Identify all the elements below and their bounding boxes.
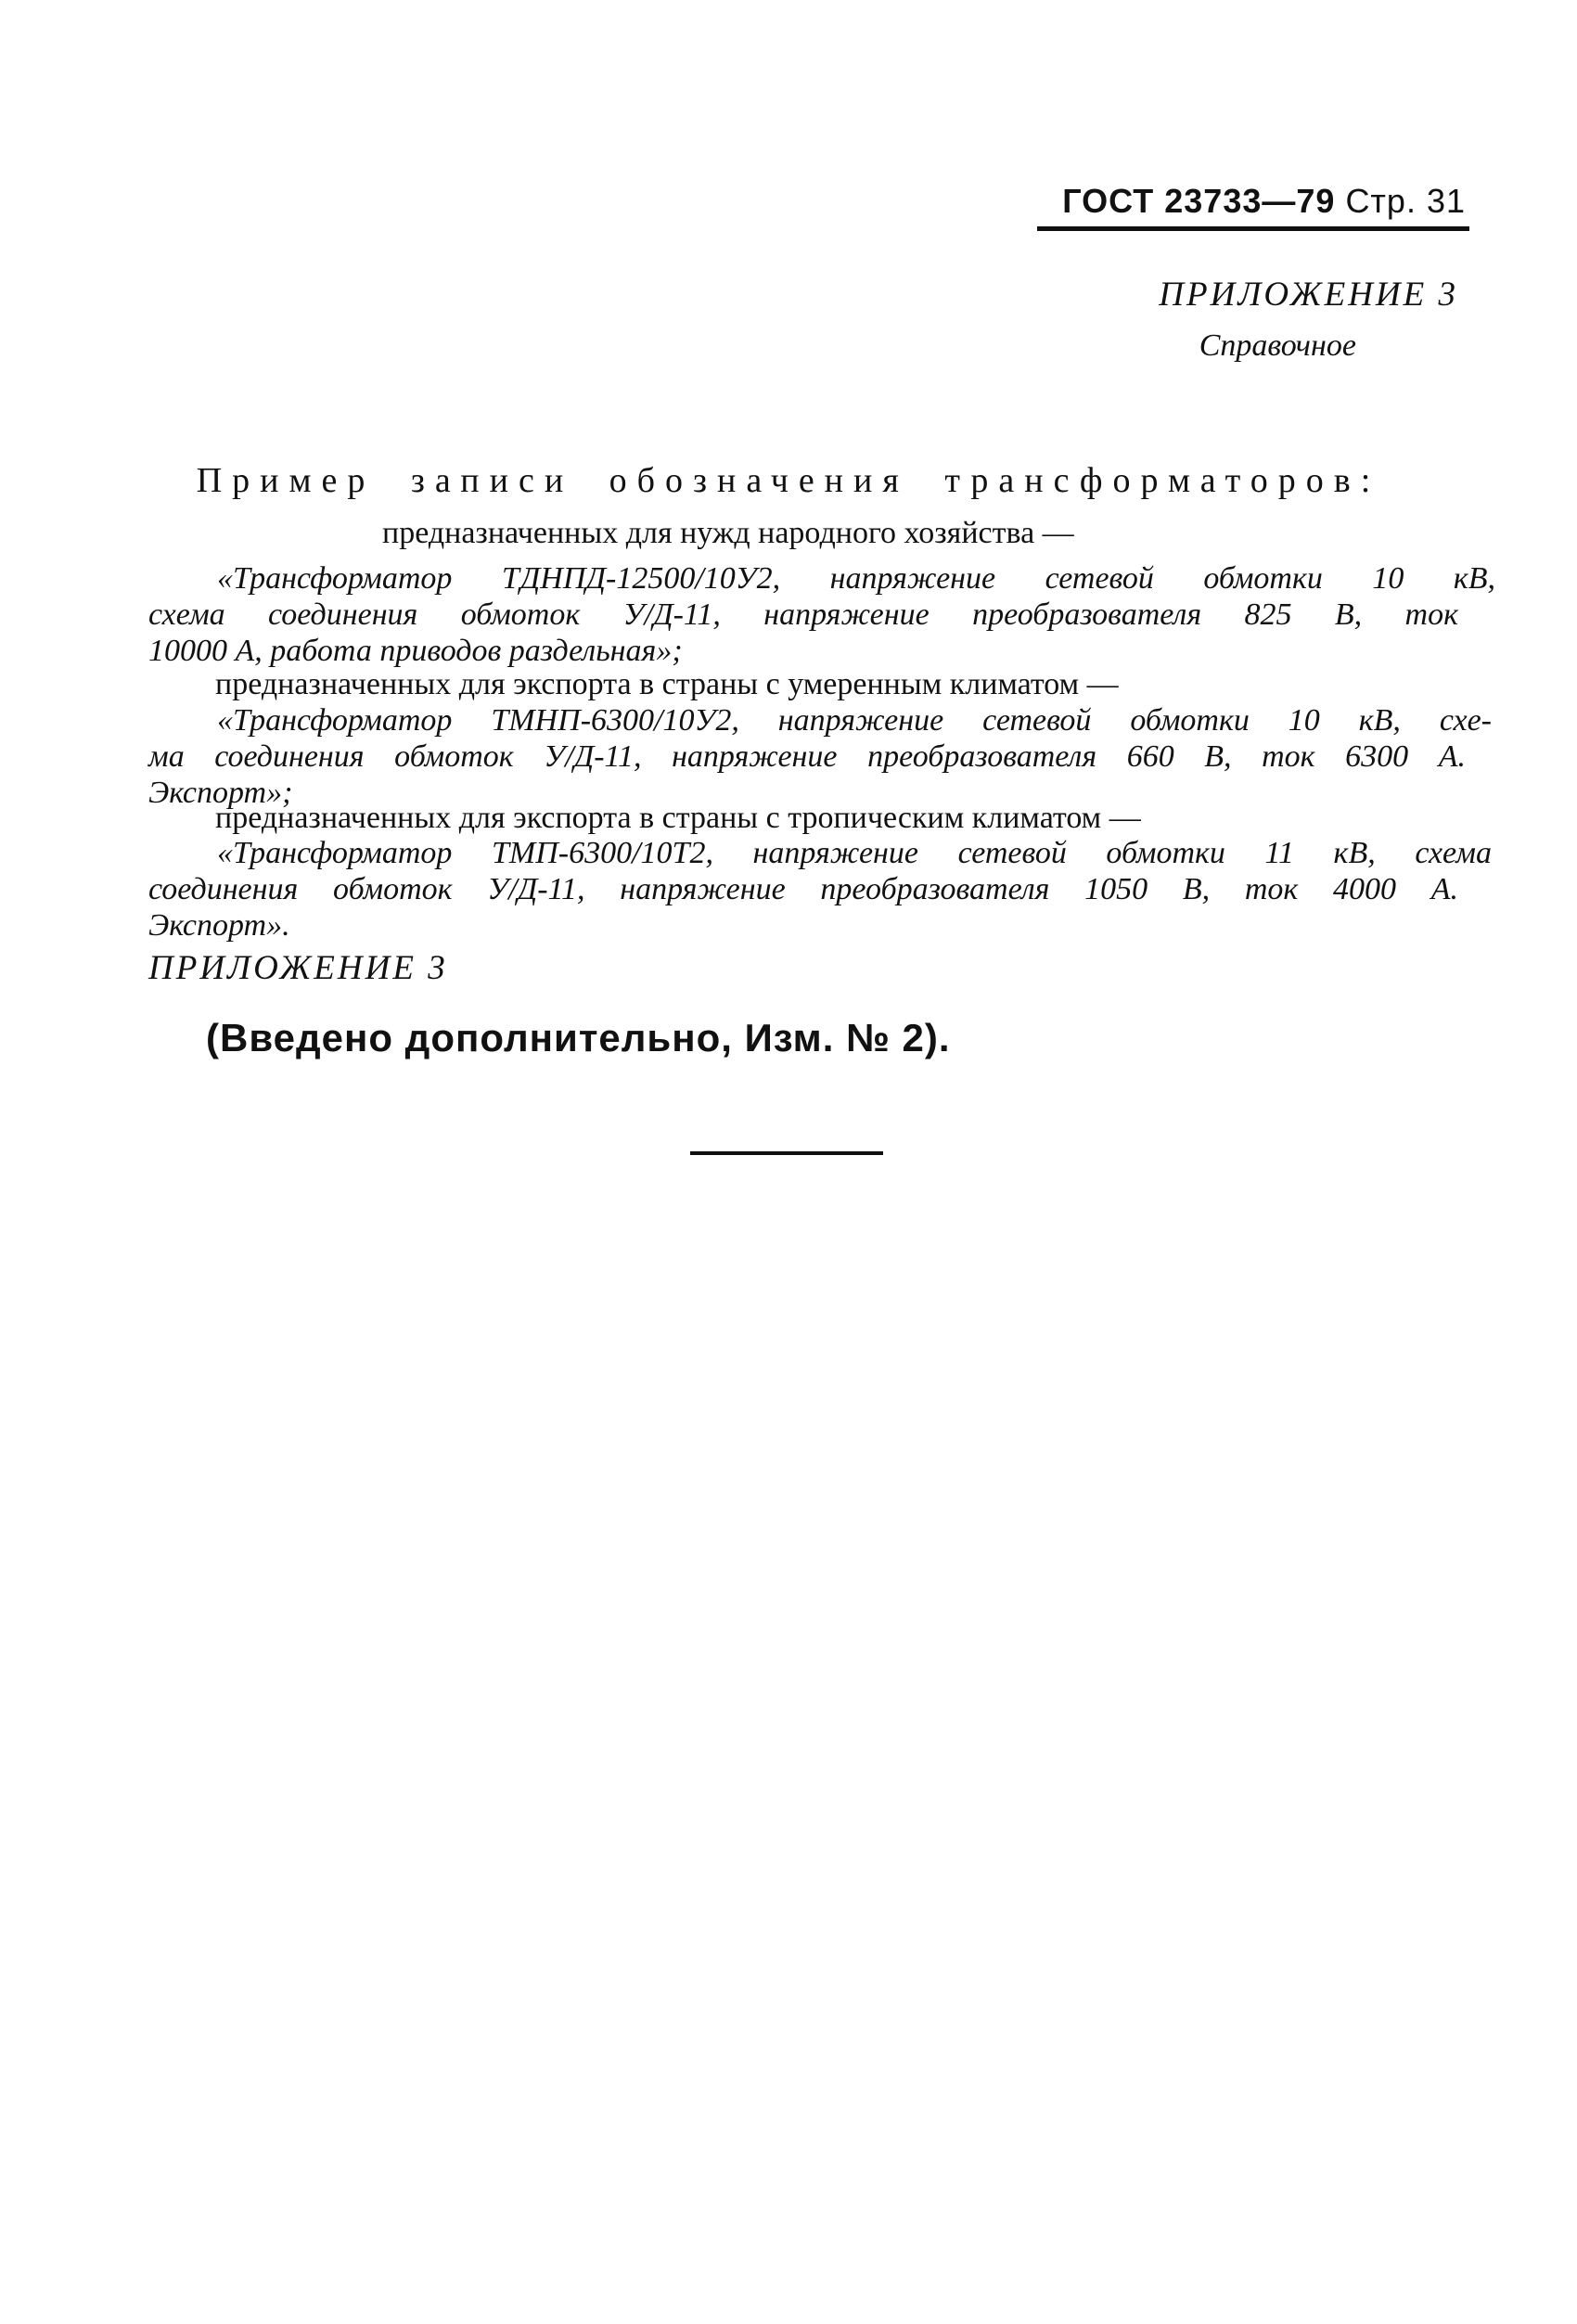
header-rule [1037,226,1469,231]
section-intro: предназначенных для нужд народного хозяйства — [382,516,1074,550]
example-block [148,560,1495,669]
example-line: «Трансформатор ТМП-6300/10Т2, напряжение сетевой обмотки 11 кВ, схема [217,836,1492,870]
example-line: ма соединения обмоток У/Д-11, напряжение преобразователя 660 В, ток 6300 А. [148,739,1466,774]
example-line: соединения обмоток У/Д-11, напряжение преобразователя 1050 В, ток 4000 А. [148,872,1458,906]
example-line: Экспорт». [148,908,290,943]
section-intro: предназначенных для экспорта в страны с тропическим климатом — [215,801,1141,835]
amendment-note: (Введено дополнительно, Изм. № 2). [206,1016,951,1059]
standard-number: ГОСТ 23733—79 [1062,182,1336,220]
example-line: 10000 А, работа приводов раздельная»; [148,634,683,668]
example-line: «Трансформатор ТДНПД-12500/10У2, напряжение сетевой обмотки 10 кВ, [217,561,1495,596]
example-line: схема соединения обмоток У/Д-11, напряжение преобразователя 825 В, ток [148,597,1458,632]
example-block [148,702,1492,811]
appendix-subtitle: Справочное [1199,328,1356,363]
document-title: Пример записи обозначения трансформаторов: [196,461,1381,500]
appendix-label: ПРИЛОЖЕНИЕ 3 [1159,276,1458,314]
section-intro: предназначенных для экспорта в страны с умеренным климатом — [215,667,1119,701]
example-block [148,835,1492,944]
end-rule [690,1151,883,1155]
example-line: «Трансформатор ТМНП-6300/10У2, напряжение сетевой обмотки 10 кВ, схе- [217,703,1492,738]
page-header [1020,182,1466,221]
footer-appendix-label: ПРИЛОЖЕНИЕ 3 [148,949,448,987]
example-line: Экспорт»; [148,776,293,810]
page-number: Стр. 31 [1345,182,1466,220]
